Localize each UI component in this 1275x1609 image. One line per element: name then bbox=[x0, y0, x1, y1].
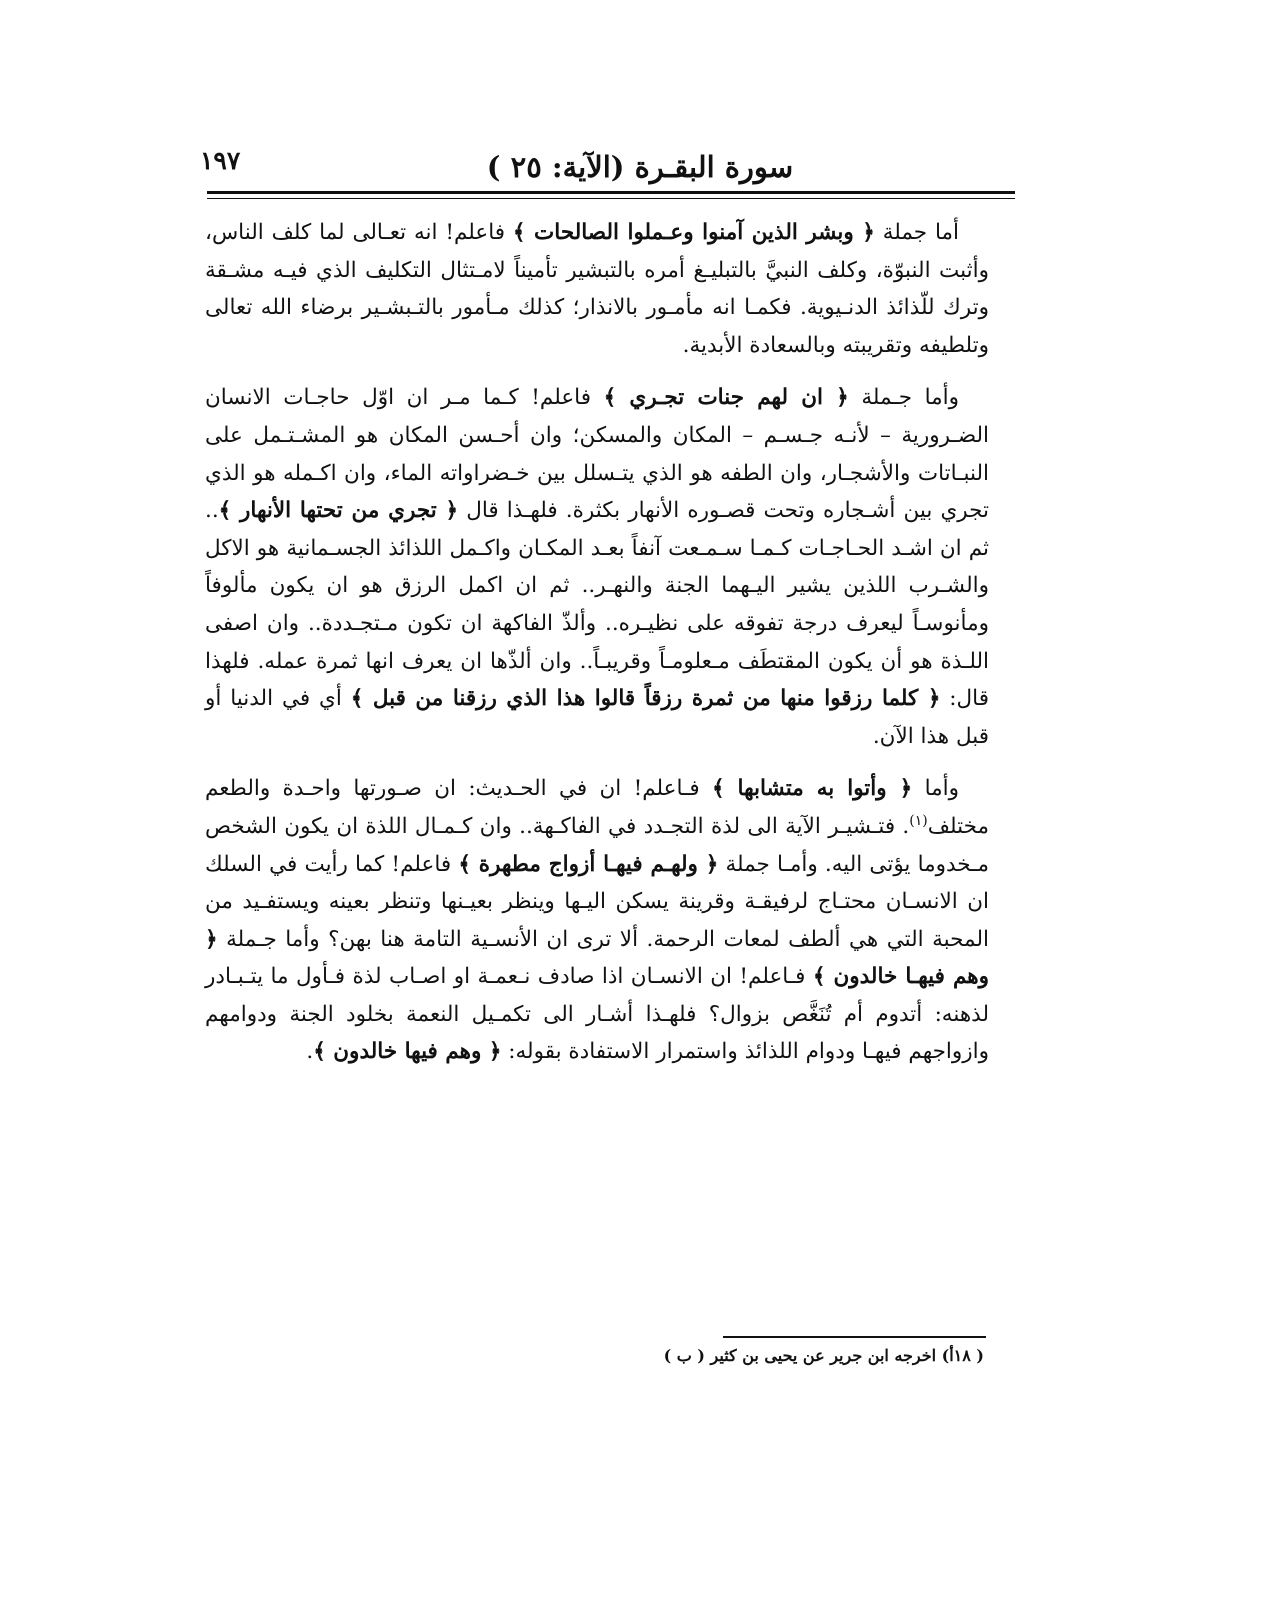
paragraph bbox=[205, 214, 989, 364]
header-rule-thick bbox=[207, 191, 1015, 194]
footnote: ( ١٨أ) اخرجه ابن جرير عن يحيى بن كثير ( ب ) bbox=[663, 1346, 984, 1365]
text-segment: . فتـشيـر الآية الى لذة التجـدد في الفاكـهة.. وان كـمـال اللذة ان يكون الشخص مـخدوما يؤتى اليه. وأمـا جملة bbox=[205, 813, 989, 877]
page-number: ١٩٧ bbox=[200, 146, 241, 175]
text-segment: . bbox=[306, 1039, 314, 1065]
text-segment: وأما جـملة bbox=[848, 385, 959, 411]
text-segment: أي في الدنيا أو قبل هذا الآن. bbox=[205, 686, 989, 749]
quran-quote: ﴿ وأتوا به متشابها ﴾ bbox=[711, 776, 913, 802]
paragraph bbox=[205, 379, 989, 755]
quran-quote: ﴿ وهم فيهـا خالدون ﴾ bbox=[205, 926, 989, 990]
text-segment: .. ثم ان اشـد الحـاجـات كـمـا سـمـعت آنفاً بعـد المكـان واكـمل اللذائذ الجسـمانية هو الاكل والشـرب اللذين يشير اليـهما الجنة والنهـر.. ثم ان اكمل الرزق هو ان يكون مألوفاً ومأنوسـاً ليعرف درجة تفوقه على نظيـره.. وألذّ الفاكهة ان تكون مـتجـددة.. وان اصفى اللـذة هو أن يكون المقتطَف مـعلومـاً وقريبـاً.. وان ألذّها ان يعرف انها ثمرة عمله. فلهذا قال: bbox=[205, 498, 989, 712]
footnote-reference: (١) bbox=[909, 812, 928, 829]
quran-quote: ﴿ ولهـم فيهـا أزواج مطهرة ﴾ bbox=[458, 851, 719, 877]
text-segment: أما جملة bbox=[874, 220, 959, 245]
text-segment: فاعلم! كـما مـر ان اوّل حاجـات الانسان الضـرورية – لأنـه جـسـم – المكان والمسكن؛ وان أحـسن المكان هو المشـتـمل على النبـاتات والأشجـار، وان الطفه هو الذي يتـسلل بين خـضراواته الماء، وان اكـمله هو الذي تجري بين أشـجاره وتحت قصـوره الأنهار بكثرة. فلهـذا قال bbox=[205, 385, 989, 524]
quran-quote: ﴿ ان لهم جنات تجـري ﴾ bbox=[603, 385, 849, 411]
text-segment: فاعلم! كما رأيت في السلك ان الانسـان محتـاج لرفيقـة وقرينة يسكن اليـها وينظر بعيـنها وتنظر بعينه ويستفـيد من المحبة التي هي ألطف لمعات الرحمة. ألا ترى ان الأنسـية التامة هنا بهن؟ وأما جـملة bbox=[205, 851, 989, 952]
footnote-divider bbox=[723, 1336, 986, 1338]
text-segment: فاعلم! انه تعـالى لما كلف الناس، وأثبت النبوّة، وكلف النبيَّ بالتبليـغ أمره بالتبشير تأميناً لامـتثال التكليف الذي فيـه مشـقة وترك للّذائذ الدنـيوية. فكمـا انه مأمـور بالانذار؛ كذلك مـأمور بالتـبشـير برضاء الله تعالى وتلطيفه وتقريبته وبالسعادة الأبدية. bbox=[205, 220, 989, 358]
quran-quote: ﴿ كلما رزقوا منها من ثمرة رزقاً قالوا هذا الذي رزقنا من قبل ﴾ bbox=[350, 686, 941, 712]
quran-quote: ﴿ تجري من تحتها الأنهار ﴾ bbox=[218, 498, 459, 524]
text-segment: وأما bbox=[912, 776, 959, 802]
running-header-title: سورة البقـرة (الآية: ٢٥ ) bbox=[486, 150, 794, 184]
header-rule-thin bbox=[207, 198, 1015, 199]
quran-quote: ﴿ وبشر الذين آمنوا وعـملوا الصالحات ﴾ bbox=[512, 220, 875, 245]
quran-quote: ﴿ وهم فيها خالدون ﴾ bbox=[313, 1039, 502, 1065]
text-segment: فـاعلم! ان في الحـديث: ان صـورتها واحـدة والطعم مختلف bbox=[205, 776, 989, 839]
text-segment: فـاعلم! ان الانسـان اذا صادف نـعمـة او اصـاب لذة فـأول ما يتـبـادر لذهنه: أتدوم أم تُنَغَّص بزوال؟ فلهـذا أشـار الى تكمـيل النعمة بخلود الجنة ودوامهم وازواجهم فيهـا ودوام اللذائذ واستمرار الاستفادة بقوله: bbox=[205, 964, 989, 1065]
body-text bbox=[205, 214, 989, 1071]
paragraph bbox=[205, 770, 989, 1071]
